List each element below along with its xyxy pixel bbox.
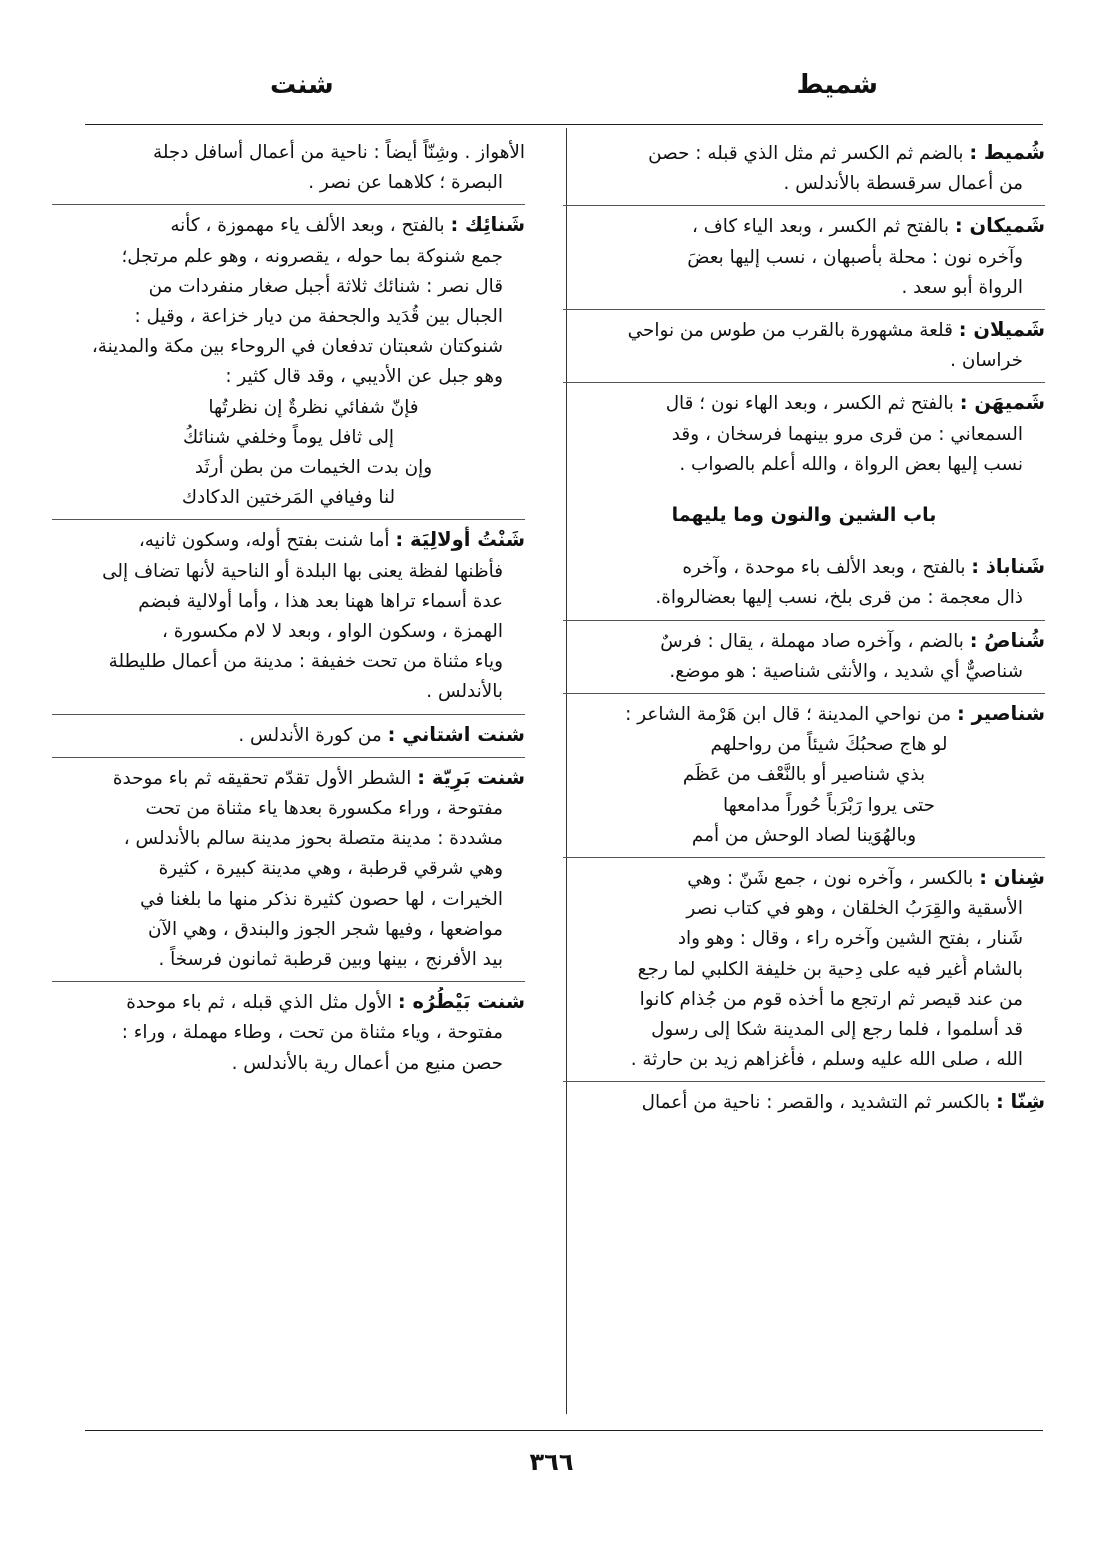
entry-text: مفتوحة ، وياء مثناة من تحت ، وطاء مهملة ، وراء : (121, 1022, 503, 1044)
entry-text: بالأندلس . (426, 681, 503, 703)
poem-verse: وإن بدت الخيمات من بطن أرثَد (194, 457, 433, 479)
entry-text: الجبال بين قُدَيد والجحفة من ديار خزاعة ، وقيل : (134, 306, 503, 328)
entry-text: مواضعها ، وفيها شجر الجوز والبندق ، وهي الآن (148, 918, 503, 940)
poem-verse: لو هاج صحبُكَ شيئاً من رواحلهم (710, 734, 948, 756)
entry-shanaik (52, 204, 525, 513)
page-number: ٣٦٦ (529, 1448, 574, 1476)
entry-text: فأظنها لفظة يعنى بها البلدة أو الناحية لأنها تضاف إلى (102, 560, 503, 582)
headword: شنت بَيْطُرُه : (397, 990, 525, 1014)
entry-shamihan (563, 382, 1045, 480)
section-title: باب الشين والنون وما يليهما (671, 504, 937, 527)
entry-text: الأهواز . وشِنّاً أيضاً : ناحية من أعمال أسافل دجلة (152, 142, 525, 163)
entry-text: الخيرات ، لها حصون كثيرة نذكر منها ما بلغنا في (140, 888, 503, 910)
entry-text: وهو جبل عن الأديبي ، وقد قال كثير : (225, 366, 503, 388)
headword: شَميهَن : (959, 391, 1045, 415)
entry-text: بالضم ثم الكسر ثم مثل الذي قبله : حصن (648, 143, 964, 164)
entry-shamilan (563, 309, 1045, 376)
entry-text: بالكسر ثم التشديد ، والقصر : ناحية من أعمال (641, 1092, 991, 1114)
entry-text: الأسقية والقِرَبُ الخلقان ، وهو في كتاب نصر (686, 898, 1023, 920)
headword: شِنان : (979, 866, 1045, 890)
entry-shamikan (563, 205, 1045, 303)
entry-text: جمع شنوكة بما حوله ، يقصرونه ، وهو علم مرتجل؛ (121, 245, 503, 267)
entry-text: بالكسر ، وآخره نون ، جمع شَنّ : وهي (687, 868, 974, 890)
entry-text: الأول مثل الذي قبله ، ثم باء موحدة (126, 992, 393, 1014)
entry-text: وآخره نون : محلة بأصبهان ، نسب إليها بعضَ (687, 246, 1023, 268)
entry-text: قد أسلموا ، فلما رجع إلى المدينة شكا إلى رسول (651, 1019, 1023, 1041)
poem-verse: وبالهُوَينا لصاد الوحش من أمم (691, 824, 917, 846)
poem-verse: لنا وفيافي المَرختين الدكادك (181, 487, 396, 509)
headword: شَميلان : (958, 318, 1045, 342)
entry-shant-baytura (52, 981, 525, 1079)
entry-text: من أعمال سرقسطة بالأندلس . (783, 173, 1023, 195)
entry-text: بيد الأفرنج ، بينها وبين قرطبة ثمانون فرسخاً . (158, 949, 503, 971)
entry-shinan (563, 857, 1045, 1075)
entry-text: الهمزة ، وسكون الواو ، وبعد لا لام مكسورة ، (162, 621, 503, 643)
headword: شنت اشتاني : (387, 722, 525, 746)
entry-text: من كورة الأندلس . (238, 724, 382, 746)
entry-text: من عند قيصر ثم ارتجع ما أخذه قوم من جُذام كانوا (639, 988, 1023, 1010)
headword: شنت بَرِيّة : (417, 765, 525, 789)
poem-verse: إلى ثافل يوماً وخلفي شنائكُ (182, 426, 395, 448)
entry-text: قلعة مشهورة بالقرب من طوس من نواحي (627, 320, 953, 342)
entry-shanasir (563, 693, 1045, 851)
footer-rule (85, 1430, 1043, 1431)
entry-text: شناصيٌّ أي شديد ، والأنثى شناصية : هو موضع. (669, 660, 1023, 682)
headword: شُناصُ : (969, 628, 1045, 652)
entry-continuation (52, 138, 525, 198)
entry-shant-bariyya (52, 757, 525, 975)
entry-text: وهي شرقي قرطبة ، وهي مدينة كبيرة ، كثيرة (158, 858, 503, 880)
entry-text: ذال معجمة : من قرى بلخ، نسب إليها بعضالرواة. (655, 587, 1023, 609)
headword: شَناباذ : (971, 555, 1045, 579)
entry-text: بالشام أُغير فيه على دِحية بن خليفة الكلبي لما رجع (637, 958, 1023, 980)
entry-text: وياء مثناة من تحت خفيفة : مدينة من أعمال طليطلة (108, 651, 503, 673)
entry-shanabadh (563, 552, 1045, 613)
poem-verse: فإنّ شفائي نظرةٌ إن نظرتُها (208, 396, 419, 418)
entry-shumayt (563, 138, 1045, 199)
entry-text: الله ، صلى الله عليه وسلم ، فأغزاهم زيد بن حارثة . (630, 1049, 1023, 1071)
headword: شَنائِك : (450, 213, 525, 237)
entry-text: قال نصر : شنائك ثلاثة أجبل صغار منفردات من (148, 275, 503, 297)
running-header-right: شميط (796, 70, 878, 100)
headword: شُميط : (969, 141, 1045, 164)
entry-text: من نواحي المدينة ؛ قال ابن هَرْمة الشاعر : (625, 704, 952, 726)
poem-verse: حتى يروا رَبْرَباً حُوراً مدامعها (722, 794, 936, 816)
entry-shant-ishtani (52, 714, 525, 751)
entry-text: السمعاني : من قرى مرو بينهما فرسخان ، وقد (671, 423, 1023, 445)
entry-shant-ulaliya (52, 519, 525, 707)
entry-text: بالفتح ، وبعد الألف باء موحدة ، وآخره (682, 557, 966, 579)
headword: شِنّا : (995, 1090, 1045, 1114)
entry-text: البصرة ؛ كلاهما عن نصر . (308, 172, 503, 194)
entry-text: نسب إليها بعض الرواة ، والله أعلم بالصواب . (679, 453, 1023, 475)
poem-verse: بذي شناصير أو بالنَّعْف من عَظَم (682, 764, 926, 786)
entry-text: بالفتح ثم الكسر ، وبعد الياء كاف ، (691, 216, 950, 238)
entry-text: الشطر الأول تقدّم تحقيقه ثم باء موحدة (112, 767, 412, 789)
entry-shinna (563, 1081, 1045, 1118)
entry-text: شنوكتان شعبتان تدفعان في الروحاء بين مكة والمدينة، (91, 336, 503, 358)
entry-text: بالفتح ، وبعد الألف ياء مهموزة ، كأنه (170, 215, 445, 237)
left-column (52, 138, 537, 1085)
entry-text: بالفتح ثم الكسر ، وبعد الهاء نون ؛ قال (665, 393, 954, 415)
entry-shunas (563, 620, 1045, 687)
entry-text: خراسان . (950, 350, 1023, 372)
running-header-left: شنت (270, 70, 334, 100)
right-column (563, 138, 1045, 1125)
entry-text: الرواة أبو سعد . (901, 276, 1023, 298)
entry-text: شَنار ، بفتح الشين وآخره راء ، وقال : وهو واد (677, 928, 1023, 950)
entry-text: حصن منيع من أعمال رية بالأندلس . (231, 1052, 503, 1074)
entry-text: بالضم ، وآخره صاد مهملة ، يقال : فرسٌ (660, 630, 964, 652)
entry-text: عدة أسماء تراها ههنا بعد هذا ، وأما أولالية فبضم (138, 590, 503, 612)
entry-text: مشددة : مدينة متصلة بحوز مدينة سالم بالأندلس ، (123, 828, 503, 850)
headword: شناصير : (957, 702, 1045, 726)
entry-text: أما شنت بفتح أوله، وسكون ثانيه، (138, 530, 390, 552)
entry-text: مفتوحة ، وراء مكسورة بعدها ياء مثناة من تحت (145, 798, 503, 820)
header-rule (85, 124, 1043, 125)
headword: شَميكان : (954, 214, 1045, 238)
headword: شَنْتُ أولالِيَة : (395, 528, 525, 552)
